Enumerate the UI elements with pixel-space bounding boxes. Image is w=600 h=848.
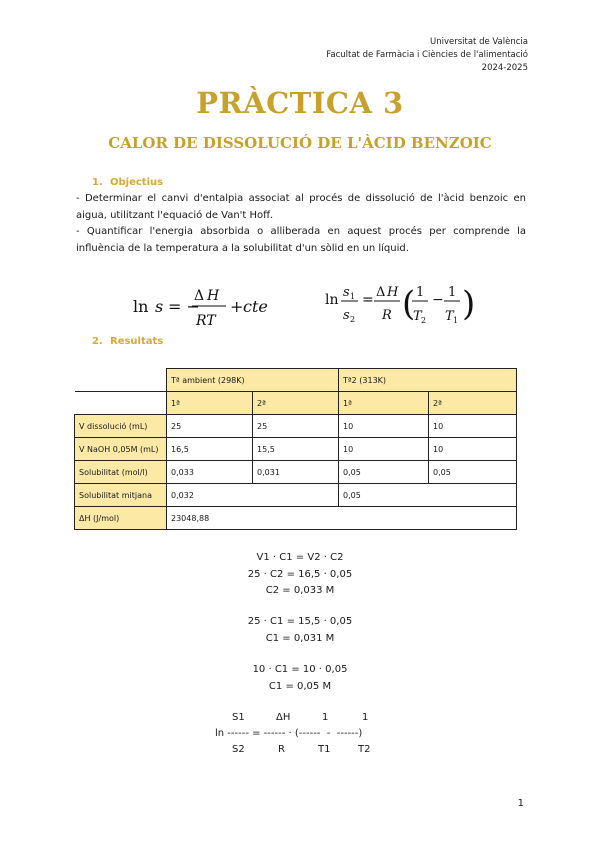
table-subheader-row <box>75 392 517 415</box>
table-cell: 23048,88 <box>167 507 517 530</box>
table-cell: 25 <box>167 415 253 438</box>
header-ambient: Tª ambient (298K) <box>167 369 339 392</box>
table-row <box>75 415 517 438</box>
svg-text:RT: RT <box>196 313 216 329</box>
header-year: 2024-2025 <box>481 63 528 73</box>
svg-text:ln: ln <box>133 297 149 316</box>
svg-text:Δ: Δ <box>194 288 205 304</box>
svg-text:H: H <box>387 285 399 300</box>
calc-line: V1 · C1 = V2 · C2 <box>256 552 344 563</box>
objective-paragraph-2: - Quantificar l'energia absorbida o alliberada en aquest procés per comprende la influència de la temperatura a la solubilitat d'un sòlid en un líquid. <box>76 226 526 254</box>
table-row <box>75 438 517 461</box>
header-t2: Tª2 (313K) <box>339 369 517 392</box>
row-label: Solubilitat mitjana <box>75 484 167 507</box>
row-label: V dissolució (mL) <box>75 415 167 438</box>
table-cell: 0,05 <box>339 484 517 507</box>
svg-text:R: R <box>382 308 392 323</box>
calc-line: C1 = 0,031 M <box>265 632 335 644</box>
row-label: Solubilitat (mol/l) <box>75 461 167 484</box>
eq-t1: T1 <box>318 744 331 755</box>
document-header <box>326 36 528 75</box>
calc-line: 10 · C1 = 10 · 0,05 <box>252 664 348 675</box>
page-title: PRÀCTICA 3 <box>196 86 404 120</box>
section-title: Resultats <box>110 336 164 347</box>
formula-1 <box>133 288 268 329</box>
subheader-cell: 2ª <box>253 392 339 415</box>
table-cell: 0,031 <box>253 461 339 484</box>
table-cell: 10 <box>339 415 429 438</box>
svg-text:1: 1 <box>350 292 356 301</box>
table-cell: 0,033 <box>167 461 253 484</box>
row-label: ΔH (J/mol) <box>75 507 167 530</box>
svg-text:cte: cte <box>243 297 268 316</box>
subheader-cell: 1ª <box>167 392 253 415</box>
table-cell: 0,05 <box>339 461 429 484</box>
svg-text:s: s <box>155 297 164 316</box>
eq-one-a: 1 <box>322 712 329 723</box>
svg-text:1: 1 <box>416 285 425 300</box>
table-corner <box>75 392 167 415</box>
section-number: 2. <box>92 336 103 347</box>
svg-text:= −: = − <box>168 297 200 316</box>
svg-text:−: − <box>432 292 444 308</box>
page-number: 1 <box>517 798 524 809</box>
svg-text:s: s <box>343 285 350 300</box>
svg-text:2: 2 <box>421 316 427 325</box>
svg-text:1: 1 <box>453 316 459 325</box>
table-cell: 10 <box>429 415 517 438</box>
svg-text:=: = <box>362 292 374 308</box>
table-row <box>75 484 517 507</box>
table-cell: 10 <box>429 438 517 461</box>
eq-one-b: 1 <box>362 712 369 723</box>
header-faculty: Facultat de Farmàcia i Ciències de l'alimentació <box>326 50 528 60</box>
table-row <box>75 461 517 484</box>
svg-text:s: s <box>343 308 350 323</box>
calc-line: C2 = 0,033 M <box>265 585 335 596</box>
calc-block-3 <box>0 662 600 695</box>
eq-s2: S2 <box>232 744 245 755</box>
calc-line: 25 · C2 = 16,5 · 0,05 <box>247 568 353 580</box>
eq-r: R <box>278 744 285 755</box>
formula-2 <box>325 284 475 325</box>
objective-paragraph-1: - Determinar el canvi d'entalpia associat al procés de dissolució de l'àcid benzoic en aigua, utilitzant l'equació de Van't Hoff. <box>76 193 526 221</box>
subheader-cell: 1ª <box>339 392 429 415</box>
section-number: 1. <box>92 177 103 188</box>
formula-graphics <box>0 270 600 350</box>
svg-text:T: T <box>413 309 422 324</box>
svg-text:1: 1 <box>448 285 457 300</box>
eq-main-line: ln ------ = ------ · (------ - ------) <box>215 728 363 739</box>
svg-text:Δ: Δ <box>376 285 386 300</box>
section-title: Objectius <box>110 177 164 188</box>
table-cell: 10 <box>339 438 429 461</box>
svg-text:H: H <box>207 288 220 304</box>
table-cell: 0,032 <box>167 484 339 507</box>
table-row <box>75 507 517 530</box>
row-label: V NaOH 0,05M (mL) <box>75 438 167 461</box>
calc-line: C1 = 0,05 M <box>268 680 332 692</box>
eq-s1: S1 <box>232 712 245 723</box>
eq-t2: T2 <box>358 744 371 755</box>
table-cell: 16,5 <box>167 438 253 461</box>
calc-line: 25 · C1 = 15,5 · 0,05 <box>247 616 353 627</box>
table-cell: 0,05 <box>429 461 517 484</box>
header-university: Universitat de València <box>429 37 528 47</box>
eq-dh: ΔH <box>276 712 291 723</box>
table-cell: 15,5 <box>253 438 339 461</box>
subheader-cell: 2ª <box>429 392 517 415</box>
calc-block-1 <box>0 550 600 600</box>
svg-text:+: + <box>230 297 244 316</box>
table-header-row <box>75 369 517 392</box>
svg-text:): ) <box>462 284 476 324</box>
table-cell: 25 <box>253 415 339 438</box>
calc-block-2 <box>0 614 600 647</box>
svg-text:T: T <box>445 309 454 324</box>
section-heading-results <box>92 336 163 347</box>
section-heading-objectives <box>92 177 163 188</box>
page-subtitle: CALOR DE DISSOLUCIÓ DE L'ÀCID BENZOIC <box>108 134 492 152</box>
results-table <box>74 368 517 530</box>
svg-text:(: ( <box>402 284 416 324</box>
table-corner <box>75 369 167 392</box>
svg-text:2: 2 <box>350 315 356 324</box>
svg-text:ln: ln <box>325 292 339 308</box>
